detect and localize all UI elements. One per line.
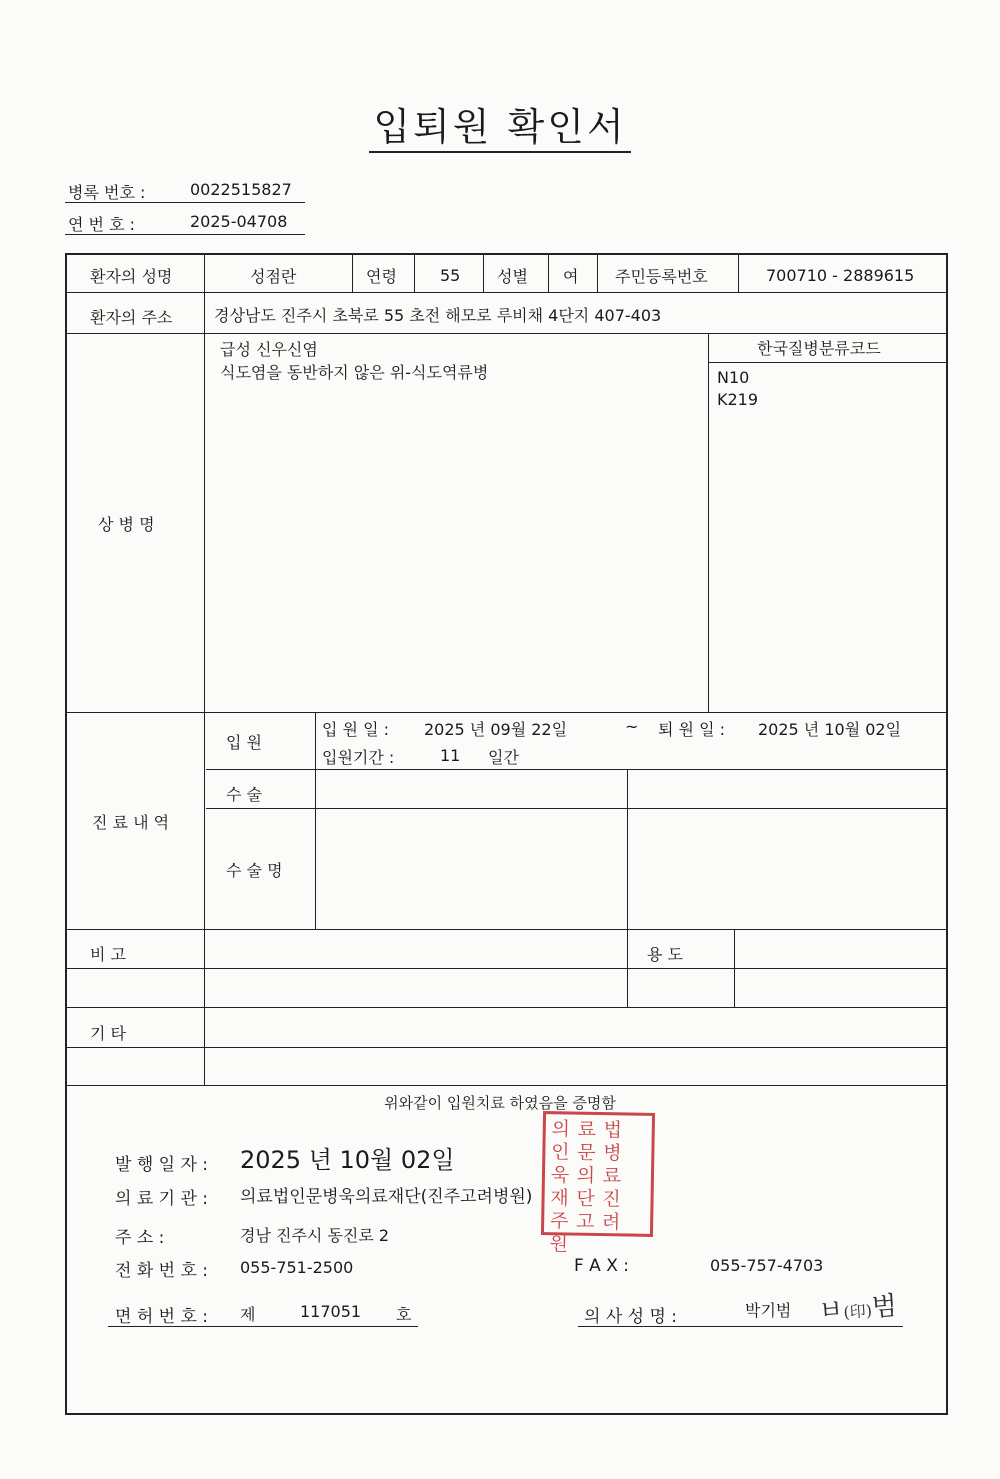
- kcd-code: K219: [717, 390, 759, 409]
- fax-label: F A X :: [574, 1256, 629, 1276]
- institution-address: 경남 진주시 동진로 2: [240, 1226, 390, 1245]
- institution-address-label: 주 소 :: [115, 1228, 165, 1248]
- record-number-label: 병록 번호 :: [68, 183, 146, 202]
- resident-id-value: 700710 - 2889615: [766, 266, 915, 285]
- certification-statement: 위와같이 입원치료 하였음을 증명함: [384, 1094, 616, 1112]
- diagnosis-label: 상 병 명: [98, 515, 155, 534]
- period-value: 11: [440, 746, 461, 765]
- patient-name-label: 환자의 성명: [90, 267, 173, 286]
- doctor-signature: ㅂ(印)범: [817, 1291, 898, 1327]
- hospital-seal-stamp: 의 료 법 인 문 병 욱 의 료 재 단 진 주 고 려 원: [541, 1111, 655, 1237]
- phone-value: 055-751-2500: [240, 1258, 354, 1277]
- serial-number-label: 연 번 호 :: [68, 215, 136, 234]
- certificate-table: [65, 253, 948, 1415]
- discharge-date-label: 퇴 원 일 :: [658, 720, 726, 739]
- period-unit: 일간: [488, 748, 519, 767]
- patient-name: 성점란: [250, 267, 297, 286]
- fax-value: 055-757-4703: [710, 1256, 824, 1275]
- surgery-label: 수 술: [226, 785, 262, 804]
- age-label: 연령: [366, 267, 397, 286]
- kcd-code: N10: [717, 368, 750, 387]
- sex-value: 여: [563, 267, 579, 286]
- sex-label: 성별: [497, 267, 528, 286]
- institution-name: 의료법인문병욱의료재단(진주고려병원): [240, 1187, 533, 1207]
- admission-label: 입 원: [226, 733, 262, 752]
- doctor-name-label: 의 사 성 명 :: [584, 1307, 678, 1327]
- resident-id-label: 주민등록번호: [615, 267, 708, 286]
- discharge-date: 2025 년 10월 02일: [758, 720, 902, 739]
- treatment-label: 진 료 내 역: [92, 813, 170, 832]
- purpose-label: 용 도: [647, 945, 683, 964]
- patient-address: 경상남도 진주시 초북로 55 초전 해모로 루비채 4단지 407-403: [214, 306, 662, 325]
- surgery-name-label: 수 술 명: [226, 861, 283, 880]
- address-label: 환자의 주소: [90, 308, 173, 327]
- license-number: 117051: [300, 1302, 362, 1321]
- document-title: 입퇴원 확인서: [0, 96, 1000, 151]
- remark-label: 비 고: [90, 945, 126, 964]
- institution-label: 의 료 기 관 :: [115, 1189, 209, 1209]
- license-prefix: 제: [240, 1305, 256, 1324]
- age-value: 55: [440, 266, 461, 285]
- license-label: 면 허 번 호 :: [115, 1307, 209, 1327]
- kcd-code-header: 한국질병분류코드: [757, 339, 881, 358]
- other-label: 기 타: [90, 1024, 126, 1043]
- issue-date-label: 발 행 일 자 :: [115, 1155, 209, 1175]
- diagnosis-item: 식도염을 동반하지 않은 위-식도역류병: [220, 363, 489, 382]
- diagnosis-item: 급성 신우신염: [220, 340, 318, 359]
- record-number-value: 0022515827: [190, 180, 292, 199]
- serial-number-value: 2025-04708: [190, 212, 288, 231]
- date-range-tilde: ~: [625, 717, 639, 736]
- issue-date: 2025 년 10월 02일: [240, 1146, 455, 1174]
- admit-date-label: 입 원 일 :: [322, 720, 390, 739]
- phone-label: 전 화 번 호 :: [115, 1261, 209, 1281]
- license-suffix: 호: [396, 1305, 412, 1324]
- period-label: 입원기간 :: [322, 748, 395, 767]
- doctor-name: 박기범: [745, 1301, 792, 1320]
- admit-date: 2025 년 09월 22일: [424, 720, 568, 739]
